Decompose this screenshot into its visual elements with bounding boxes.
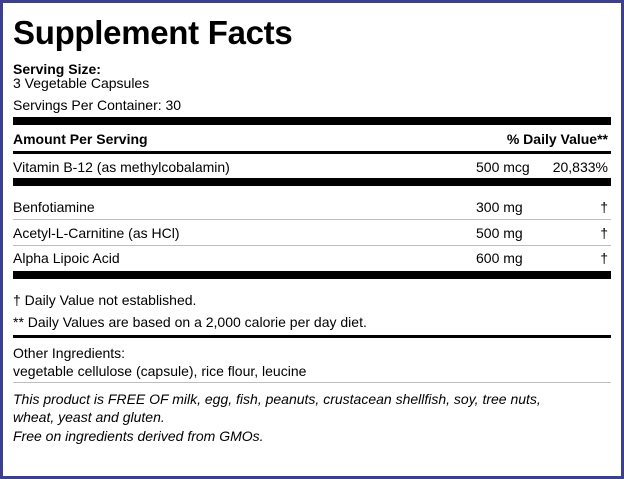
ingredient-name: Benfotiamine — [13, 199, 95, 215]
other-ingredients-label: Other Ingredients: — [13, 345, 126, 361]
footnote-dagger: † Daily Value not established. — [13, 292, 197, 308]
nutrient-name: Vitamin B-12 (as methylcobalamin) — [13, 159, 230, 175]
header-amount-per-serving: Amount Per Serving — [13, 131, 148, 147]
other-ingredients-list: vegetable cellulose (capsule), rice flour, leucine — [13, 363, 307, 379]
ingredient-daily-value: † — [600, 225, 608, 241]
label-body — [13, 3, 611, 476]
ingredient-amount: 600 mg — [476, 250, 523, 266]
footnote-daily-values: ** Daily Values are based on a 2,000 calorie per day diet. — [13, 314, 367, 330]
ingredient-daily-value: † — [600, 250, 608, 266]
rule-under-header — [13, 151, 611, 154]
thick-rule-bottom — [13, 271, 611, 279]
row-divider — [13, 245, 611, 246]
thick-rule-mid — [13, 178, 611, 186]
divider-above-allergen — [13, 382, 611, 383]
allergen-statement-line2: wheat, yeast and gluten. — [13, 409, 165, 425]
ingredient-amount: 500 mg — [476, 225, 523, 241]
gmo-statement: Free on ingredients derived from GMOs. — [13, 428, 264, 444]
nutrient-amount: 500 mcg — [476, 159, 530, 175]
header-daily-value: % Daily Value** — [506, 131, 608, 147]
thick-rule-top — [13, 117, 611, 125]
ingredient-name: Alpha Lipoic Acid — [13, 250, 120, 266]
ingredient-name: Acetyl-L-Carnitine (as HCl) — [13, 225, 180, 241]
serving-size-value: 3 Vegetable Capsules — [13, 75, 150, 91]
ingredient-amount: 300 mg — [476, 199, 523, 215]
rule-above-other-ingredients — [13, 335, 611, 338]
label-title: Supplement Facts — [13, 14, 293, 51]
ingredient-daily-value: † — [600, 199, 608, 215]
allergen-statement-line1: This product is FREE OF milk, egg, fish, peanuts, crustacean shellfish, soy, tree nuts, — [13, 391, 541, 407]
row-divider — [13, 219, 611, 220]
servings-per-container: Servings Per Container: 30 — [13, 97, 182, 113]
nutrient-daily-value: 20,833% — [552, 159, 608, 175]
serving-size-label: Serving Size: — [13, 61, 101, 77]
